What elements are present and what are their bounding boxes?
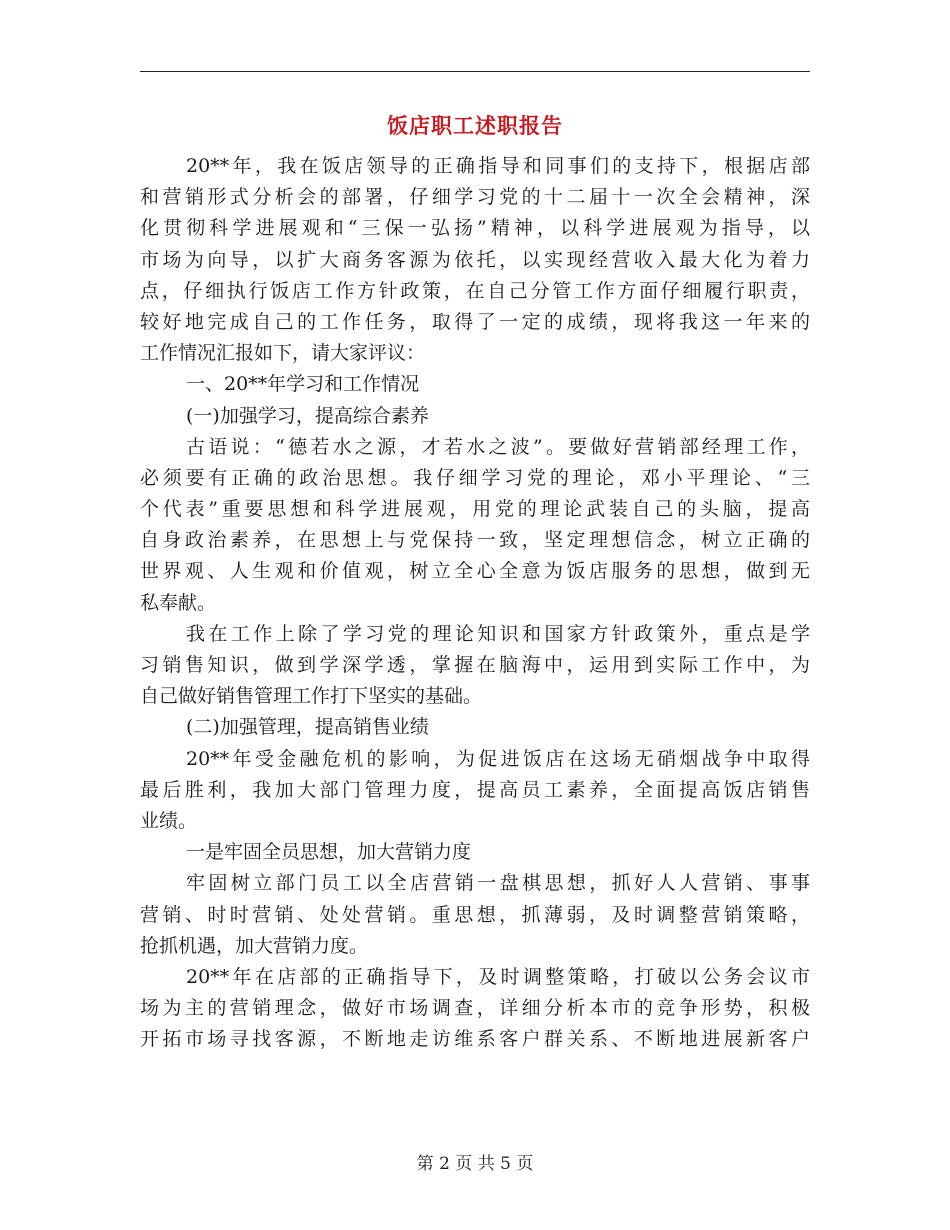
body-text-line: 20**年，我在饭店领导的正确指导和同事们的支持下，根据店部 [186, 155, 810, 177]
body-text-line: 场为主的营销理念，做好市场调查，详细分析本市的竞争形势，积极 [140, 997, 810, 1020]
document-title: 饭店职工述职报告 [387, 113, 563, 138]
body-text-line: 工作情况汇报如下，请大家评议： [140, 342, 426, 365]
page-number-footer: 第 2 页 共 5 页 [416, 1154, 534, 1174]
body-text-line: 牢固树立部门员工以全店营销一盘棋思想，抓好人人营销、事事 [186, 872, 810, 895]
header-rule [140, 71, 810, 72]
body-text-line: 我在工作上除了学习党的理论知识和国家方针政策外，重点是学 [186, 622, 810, 645]
body-text-line: 抢抓机遇，加大营销力度。 [140, 934, 369, 957]
body-text-line: 自己做好销售管理工作打下坚实的基础。 [140, 685, 483, 708]
body-text-line: 必须要有正确的政治思想。我仔细学习党的理论，邓小平理论、“三 [140, 466, 810, 489]
body-text-line: 化贯彻科学进展观和“三保一弘扬”精神，以科学进展观为指导，以 [140, 217, 810, 240]
body-text-line: 和营销形式分析会的部署，仔细学习党的十二届十一次全会精神，深 [140, 186, 810, 209]
body-text-line: 一、20**年学习和工作情况 [186, 373, 420, 396]
body-text-line: 一是牢固全员思想，加大营销力度 [186, 841, 472, 864]
document-body [140, 151, 810, 1055]
body-text-line: 营销、时时营销、处处营销。重思想，抓薄弱，及时调整营销策略， [140, 903, 810, 926]
body-text-line: 最后胜利，我加大部门管理力度，提高员工素养，全面提高饭店销售 [140, 778, 810, 801]
body-text-line: 私奉献。 [140, 591, 217, 614]
body-text-line: 习销售知识，做到学深学透，掌握在脑海中，运用到实际工作中，为 [140, 654, 810, 676]
body-text-line: 较好地完成自己的工作任务，取得了一定的成绩，现将我这一年来的 [140, 310, 810, 333]
body-text-line: 20**年在店部的正确指导下，及时调整策略，打破以公务会议市 [186, 965, 810, 988]
body-text-line: (一)加强学习，提高综合素养 [186, 404, 429, 427]
body-text-line: 业绩。 [140, 809, 198, 832]
body-text-line: 世界观、人生观和价值观，树立全心全意为饭店服务的思想，做到无 [140, 560, 810, 583]
body-text-line: 20**年受金融危机的影响，为促进饭店在这场无硝烟战争中取得 [186, 747, 810, 770]
body-text-line: 市场为向导，以扩大商务客源为依托，以实现经营收入最大化为着力 [140, 248, 810, 271]
body-text-line: 古语说：“德若水之源，才若水之波”。要做好营销部经理工作， [186, 435, 810, 458]
body-text-line: 开拓市场寻找客源，不断地走访维系客户群关系、不断地进展新客户 [140, 1028, 810, 1051]
body-text-line: 自身政治素养，在思想上与党保持一致，坚定理想信念，树立正确的 [140, 529, 810, 552]
body-text-line: 个代表”重要思想和科学进展观，用党的理论武装自己的头脑，提高 [140, 498, 810, 521]
body-text-line: (二)加强管理，提高销售业绩 [186, 716, 429, 739]
body-text-line: 点，仔细执行饭店工作方针政策，在自己分管工作方面仔细履行职责， [140, 279, 810, 302]
